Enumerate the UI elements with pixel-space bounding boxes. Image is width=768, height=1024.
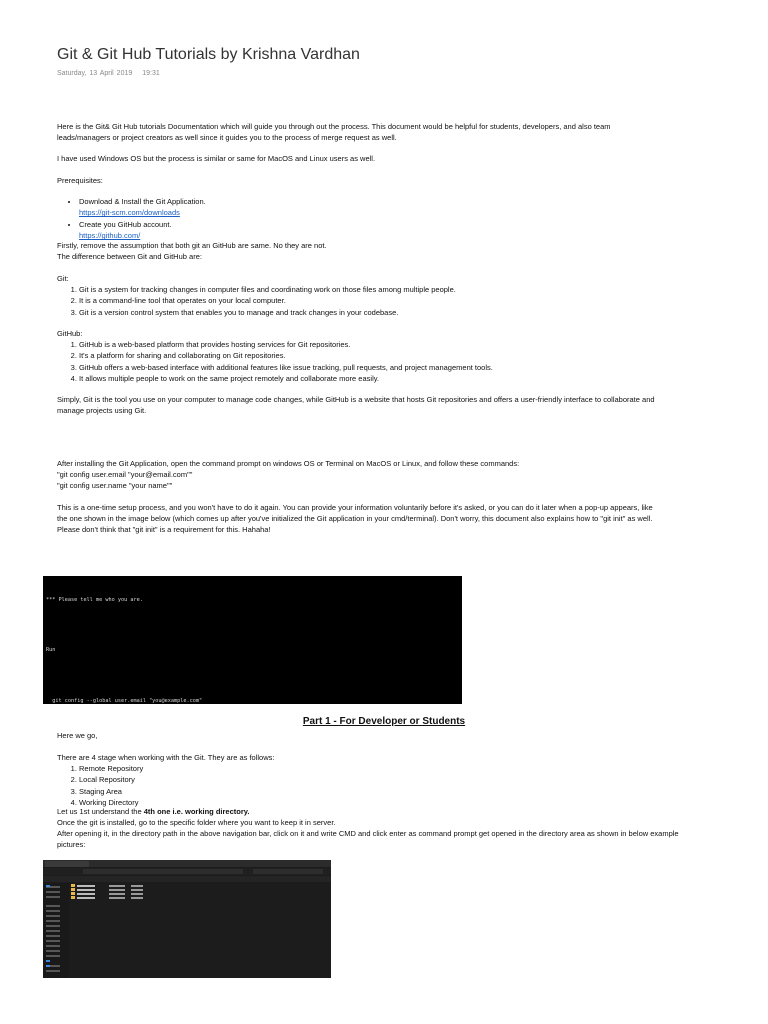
explorer-screenshot xyxy=(43,860,331,978)
after-paragraph: After opening it, in the directory path in the above navigation bar, click on it and write CMD and click enter as command prompt get opened in the directory area as shown in below example pictures: xyxy=(57,829,679,849)
list-item: 1. Remote Repository xyxy=(79,763,143,774)
list-item: 2. It is a command-line tool that operates on your local computer. xyxy=(79,295,456,306)
summary-paragraph: Simply, Git is the tool you use on your computer to manage code changes, while GitHub is a website that hosts Git repositories and offers a user-friendly interface to collaborate and manage projects using Git. xyxy=(57,395,655,415)
list-item: 3. Staging Area xyxy=(79,786,143,797)
list-item: 3. GitHub offers a web-based interface with additional features like issue tracking, pull requests, and project management tools. xyxy=(79,362,493,373)
terminal-line xyxy=(46,621,462,629)
network-icon xyxy=(46,965,50,967)
command-email: "git config user.email "your@email.com"" xyxy=(57,470,193,479)
explorer-sidebar xyxy=(43,883,69,978)
time: 19:31 xyxy=(142,70,160,77)
drive-icon xyxy=(46,960,50,962)
git-list xyxy=(57,284,456,318)
terminal-screenshot xyxy=(43,576,462,704)
explorer-address-bar xyxy=(83,869,243,874)
once-line: Once the git is installed, go to the specific folder where you want to keep it in server. xyxy=(57,818,336,827)
list-item: 3. Git is a version control system that enables you to manage and track changes in your codebase. xyxy=(79,307,456,318)
prereq-label: Prerequisites: xyxy=(57,176,103,185)
terminal-line xyxy=(46,671,462,679)
page-title: Git & Git Hub Tutorials by Krishna Vardhan xyxy=(57,46,360,63)
os-note: I have used Windows OS but the process is similar or same for MacOS and Linux users as well. xyxy=(57,154,376,163)
git-label: Git: xyxy=(57,274,69,283)
list-item: 1. Git is a system for tracking changes in computer files and coordinating work on those files among multiple people. xyxy=(79,284,456,295)
terminal-line: *** Please tell me who you are. xyxy=(46,596,143,603)
list-item: 4. It allows multiple people to work on the same project remotely and collaborate more easily. xyxy=(79,373,493,384)
github-list xyxy=(57,339,493,385)
working-directory-emphasis: 4th one i.e. working directory. xyxy=(143,807,250,816)
difference-line-2: The difference between Git and GitHub are: xyxy=(57,252,202,261)
date: Saturday, 13 April 2019 xyxy=(57,70,133,77)
prereq-list xyxy=(57,196,206,242)
understand-line: Let us 1st understand the 4th one i.e. working directory. xyxy=(57,807,250,816)
list-item: 2. It's a platform for sharing and collaborating on Git repositories. xyxy=(79,350,493,361)
intro-paragraph: Here is the Git& Git Hub tutorials Documentation which will guide you through out the process. This document would be helpful for students, developers, and also team leads/managers or project creators as well since it guides you to the process of merge request as well. xyxy=(57,122,611,142)
difference-line-1: Firstly, remove the assumption that both git an GitHub are same. No they are not. xyxy=(57,241,327,250)
explorer-titlebar xyxy=(43,860,331,867)
github-label: GitHub: xyxy=(57,329,83,338)
explorer-tab xyxy=(45,861,89,867)
list-item: 1. GitHub is a web-based platform that provides hosting services for Git repositories. xyxy=(79,339,493,350)
list-item: 2. Local Repository xyxy=(79,774,143,785)
date-line xyxy=(57,70,160,77)
command-name: "git config user.name "your name"" xyxy=(57,481,173,490)
explorer-toolbar xyxy=(43,876,331,882)
quick-access-icon xyxy=(46,885,50,887)
list-item: 4. Working Directory xyxy=(79,797,143,808)
setup-paragraph: After installing the Git Application, open the command prompt on windows OS or Terminal on MacOS or Linux, and follow these commands: xyxy=(57,459,520,468)
part1-heading: Part 1 - For Developer or Students xyxy=(302,716,466,727)
stages-list xyxy=(57,763,143,809)
list-item: • Create you GitHub account. https://github.com/ xyxy=(79,219,206,242)
stages-intro: There are 4 stage when working with the Git. They are as follows: xyxy=(57,753,275,762)
github-link[interactable]: https://github.com/ xyxy=(79,231,141,241)
setup-note: This is a one-time setup process, and you won't have to do it again. You can provide your information voluntarily before it's asked, or you can do it later when a pop-up appears, like the one shown in the image below (which comes up after you've initialized the Git application in your cmd/terminal). Don't worry, this document also explains how to "git init" as well. Please don't think that "git init" is a requirement for this. Hahaha! xyxy=(57,503,653,534)
list-item: • Download & Install the Git Application. https://git-scm.com/downloads xyxy=(79,196,206,219)
explorer-search-box xyxy=(253,869,323,874)
terminal-line: git config --global user.email "you@example.com" xyxy=(46,697,203,704)
terminal-line: Run xyxy=(46,647,56,654)
git-download-link[interactable]: https://git-scm.com/downloads xyxy=(79,208,180,218)
here-we-go: Here we go, xyxy=(57,731,98,740)
